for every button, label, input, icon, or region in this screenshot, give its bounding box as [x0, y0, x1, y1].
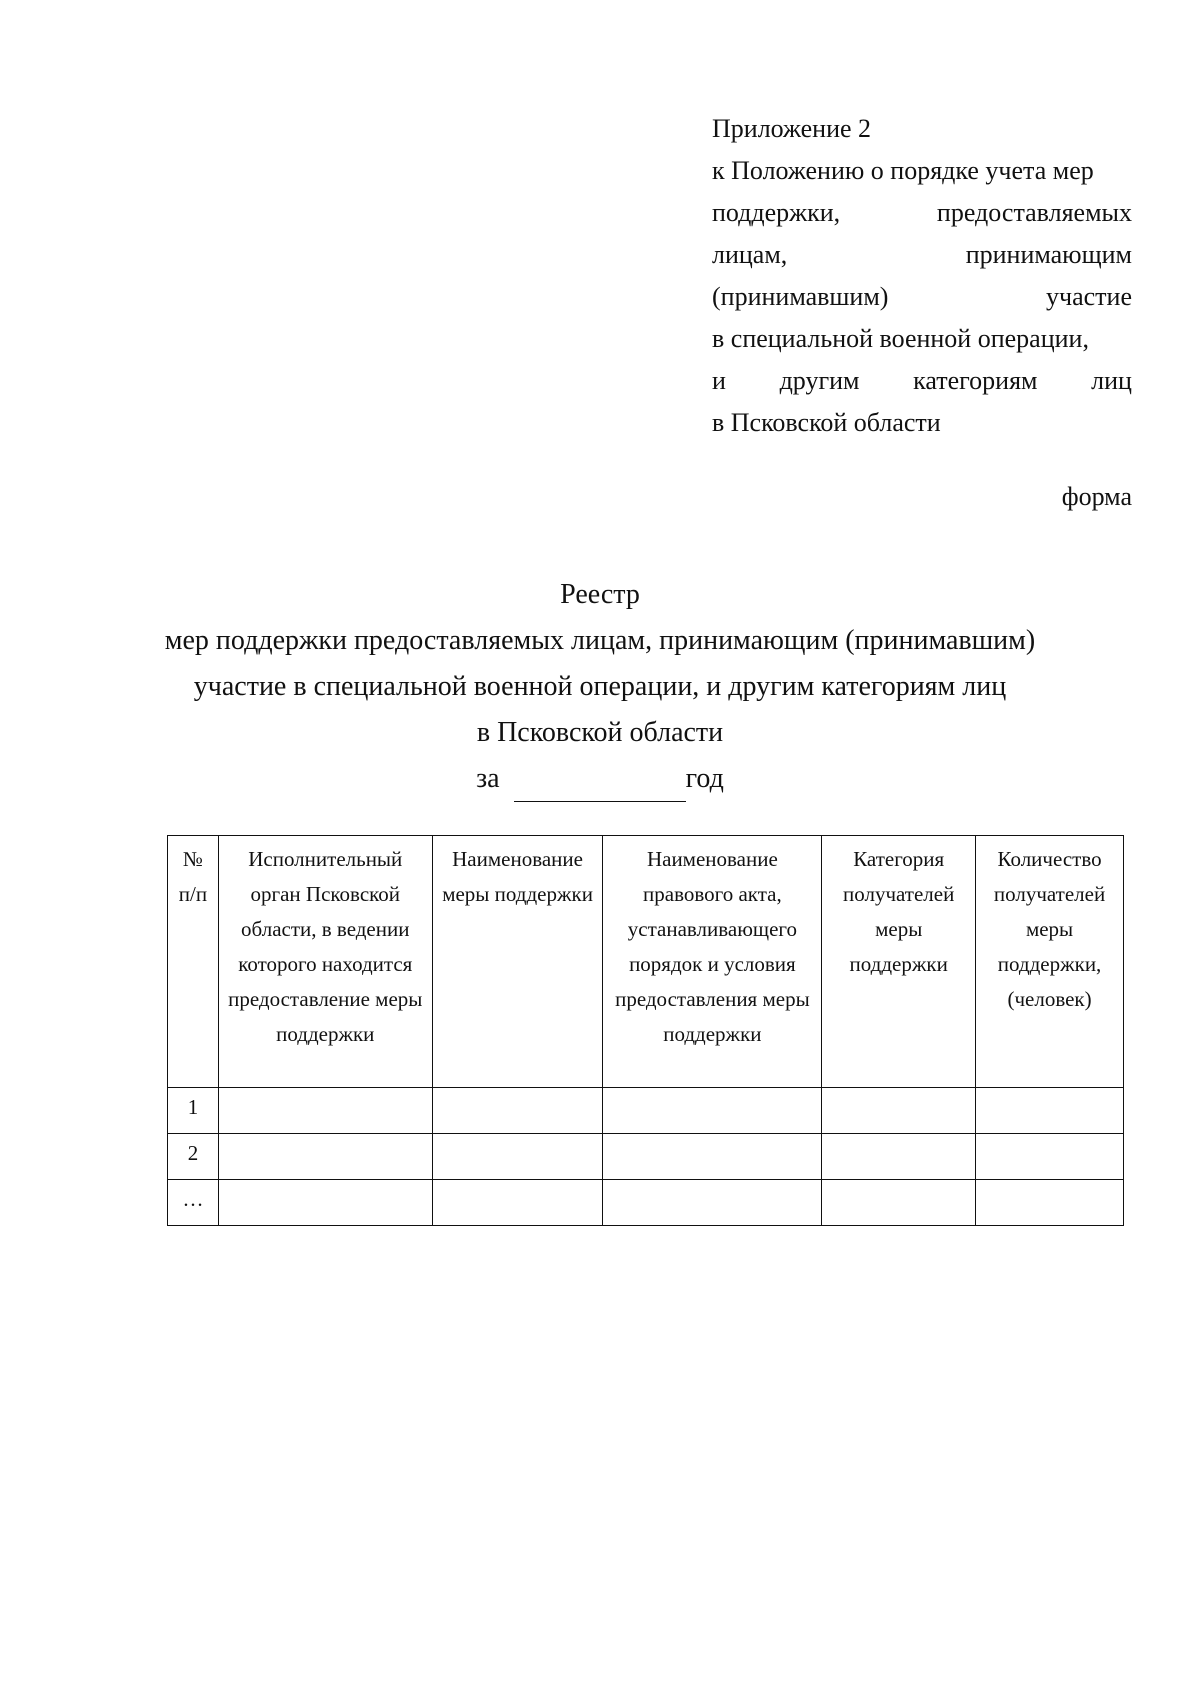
row-number: 1 [168, 1088, 219, 1134]
header-recipient-count: Количество получателей меры поддержки, (человек) [976, 836, 1124, 1088]
appendix-ref-line: поддержки, предоставляемых [712, 198, 1132, 227]
header-recipient-category: Категория получателей меры поддержки [822, 836, 976, 1088]
table-cell[interactable] [822, 1180, 976, 1226]
year-blank-field[interactable] [514, 771, 686, 802]
table-cell[interactable] [976, 1088, 1124, 1134]
title-line: мер поддержки предоставляемых лицам, принимающим (принимавшим) [164, 625, 1036, 656]
appendix-ref-line: (принимавшим) участие [712, 282, 1132, 311]
document-title [0, 572, 1200, 802]
table-cell[interactable] [822, 1088, 976, 1134]
appendix-number: Приложение 2 [712, 114, 872, 143]
table-cell[interactable] [603, 1134, 822, 1180]
header-executive-body: Исполнительный орган Псковской области, в ведении которого находится предоставление меры поддержки [218, 836, 432, 1088]
title-heading: Реестр [560, 579, 640, 610]
table-cell[interactable] [432, 1088, 603, 1134]
title-line: участие в специальной военной операции, и другим категориям лиц [193, 671, 1007, 702]
table-cell[interactable] [822, 1134, 976, 1180]
table-cell[interactable] [603, 1088, 822, 1134]
table-cell[interactable] [432, 1134, 603, 1180]
table-header-row [168, 836, 1124, 1088]
table-row [168, 1180, 1124, 1226]
appendix-ref-line: в Псковской области [712, 408, 941, 437]
registry-table [167, 835, 1124, 1226]
row-number: 2 [168, 1134, 219, 1180]
header-number: № п/п [168, 836, 219, 1088]
header-legal-act: Наименование правового акта, устанавливающего порядок и условия предоставления меры поддержки [603, 836, 822, 1088]
year-line [0, 756, 1200, 802]
row-number: … [168, 1180, 219, 1226]
appendix-block [712, 108, 1132, 444]
form-label: форма [1061, 482, 1132, 511]
table-cell[interactable] [218, 1088, 432, 1134]
table-cell[interactable] [218, 1180, 432, 1226]
appendix-ref-line: лицам, принимающим [712, 240, 1132, 269]
table-cell[interactable] [432, 1180, 603, 1226]
appendix-ref-line: к Положению о порядке учета мер [712, 156, 1094, 185]
year-suffix: год [685, 763, 724, 794]
title-line: в Псковской области [476, 717, 724, 748]
table-cell[interactable] [603, 1180, 822, 1226]
table-row [168, 1088, 1124, 1134]
header-measure-name: Наименование меры поддержки [432, 836, 603, 1088]
table-cell[interactable] [218, 1134, 432, 1180]
table-row [168, 1134, 1124, 1180]
appendix-ref-line: и другим категориям лиц [712, 366, 1132, 395]
table-cell[interactable] [976, 1180, 1124, 1226]
year-prefix: за [476, 763, 500, 794]
appendix-ref-line: в специальной военной операции, [712, 324, 1089, 353]
table-cell[interactable] [976, 1134, 1124, 1180]
